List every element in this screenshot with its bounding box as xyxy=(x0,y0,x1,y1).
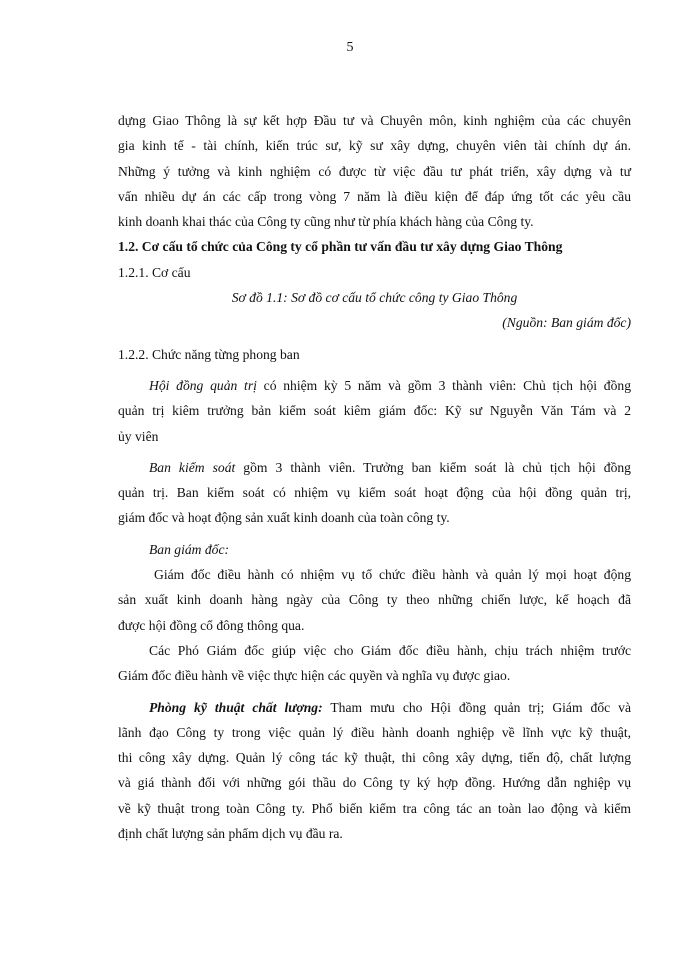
term-bgd: Ban giám đốc: xyxy=(149,541,230,557)
text-line: Những ý tưởng và kinh nghiệm có được từ việc đầu tư phát triển, xây dựng và tư xyxy=(118,163,631,179)
text-line: định chất lượng sản phẩm dịch vụ đầu ra. xyxy=(118,826,343,842)
bks-paragraph xyxy=(118,455,631,531)
text-line: Giám đốc điều hành có nhiệm vụ tổ chức điều hành và quản lý mọi hoạt động xyxy=(154,567,631,583)
page-number: 5 xyxy=(346,40,354,55)
hdqt-paragraph xyxy=(118,373,631,449)
text-line: lãnh đạo Công ty trong việc quản lý điều hành doanh nghiệp về lĩnh vực kỹ thuật, xyxy=(118,724,631,740)
text-line: quản trị kiêm trưởng bản kiểm soát kiêm giám đốc: Kỹ sư Nguyễn Văn Tám và 2 xyxy=(118,403,631,419)
text-line: giám đốc và hoạt động sản xuất kinh doanh của toàn công ty. xyxy=(118,510,450,526)
document-body xyxy=(118,108,631,846)
text-line: vấn nhiều dự án các cấp trong vòng 7 năm là điều kiện để đáp ứng tốt các yêu cầu xyxy=(118,188,631,204)
text-line: gia kinh tế - tài chính, kiến trúc sư, kỹ sư xây dựng, chuyên viên tài chính dự án. xyxy=(118,138,631,154)
text-line: ủy viên xyxy=(118,428,159,444)
pktcl-paragraph xyxy=(118,695,631,847)
text-line: kinh doanh khai thác của Công ty cũng như từ phía khách hàng của Công ty. xyxy=(118,214,534,230)
text-line: Hội đồng quản trị có nhiệm kỳ 5 năm và gồm 3 thành viên: Chủ tịch hội đồng xyxy=(149,377,631,393)
section-heading-1-2: 1.2. Cơ cấu tổ chức của Công ty cổ phần tư vấn đầu tư xây dựng Giao Thông xyxy=(118,239,563,255)
diagram-source: (Nguồn: Ban giám đốc) xyxy=(502,315,631,331)
intro-paragraph xyxy=(118,108,631,234)
diagram-caption: Sơ đồ 1.1: Sơ đồ cơ cấu tổ chức công ty Giao Thông xyxy=(231,290,518,306)
text-line: về kỹ thuật trong toàn Công ty. Phổ biến kiểm tra công tác an toàn lao động và kiểm xyxy=(118,800,631,816)
term-bks: Ban kiểm soát xyxy=(149,459,236,475)
text-line: dựng Giao Thông là sự kết hợp Đầu tư và Chuyên môn, kinh nghiệm của các chuyên xyxy=(118,113,631,128)
section-heading-1-2-1: 1.2.1. Cơ cấu xyxy=(118,264,191,280)
text-line: quản trị. Ban kiểm soát có nhiệm vụ kiểm soát hoạt động của hội đồng quản trị, xyxy=(118,485,631,501)
text-line: Các Phó Giám đốc giúp việc cho Giám đốc điều hành, chịu trách nhiệm trước xyxy=(149,642,631,658)
text-line: sản xuất kinh doanh hàng ngày của Công ty theo những chiến lược, kế hoạch đã xyxy=(118,592,631,608)
text-line: thi công xây dựng. Quản lý công tác kỹ thuật, thi công xây dựng, tiến độ, chất lượng xyxy=(118,750,631,766)
bgd-section xyxy=(118,537,631,689)
text-line: được hội đồng cổ đông thông qua. xyxy=(118,617,305,633)
term-pktcl: Phòng kỹ thuật chất lượng: xyxy=(149,699,323,715)
text-line: Phòng kỹ thuật chất lượng: Tham mưu cho Hội đồng quản trị; Giám đốc và xyxy=(149,699,631,715)
term-hdqt: Hội đồng quản trị xyxy=(149,377,257,393)
text-line: Ban kiểm soát gồm 3 thành viên. Trưởng ban kiểm soát là chủ tịch hội đồng xyxy=(149,459,631,475)
text-line: và giá thành đối với những gói thầu do Công ty ký hợp đồng. Hướng dẫn nghiệp vụ xyxy=(118,775,631,791)
text-line: Giám đốc điều hành về việc thực hiện các quyền và nghĩa vụ được giao. xyxy=(118,668,511,684)
section-heading-1-2-2: 1.2.2. Chức năng từng phong ban xyxy=(118,346,300,362)
